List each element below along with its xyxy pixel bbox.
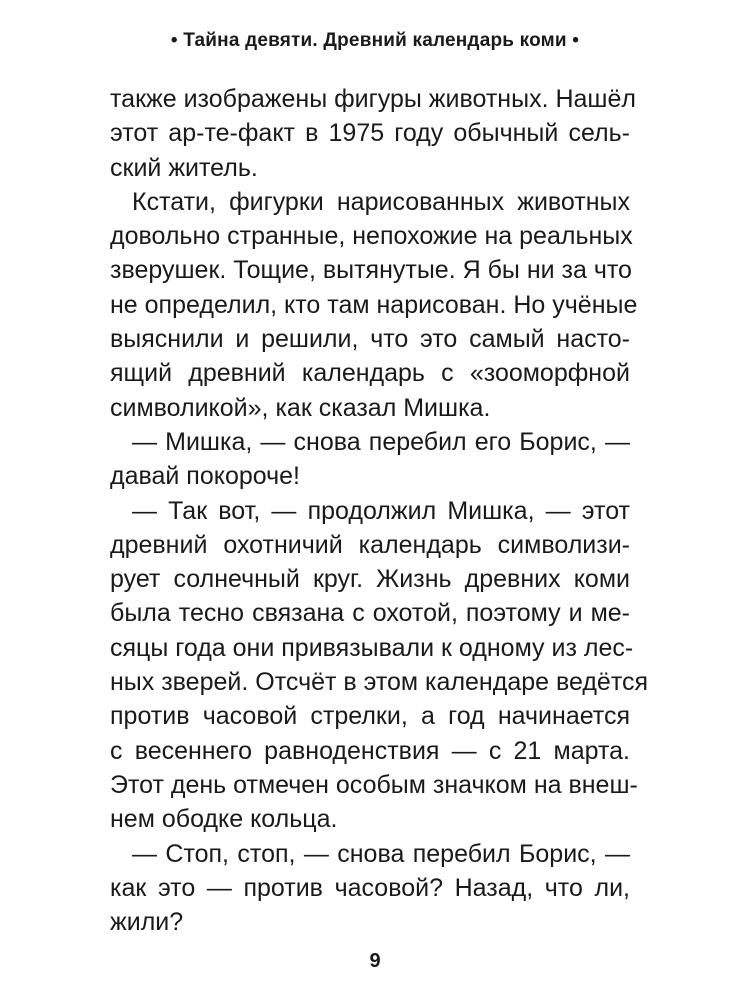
- text-line: этот ар-те-факт в 1975 году обычный сель-: [110, 119, 630, 148]
- text-line: не определил, кто там нарисован. Но учёные: [110, 290, 638, 319]
- text-line: давай покороче!: [110, 462, 301, 491]
- text-line: зверушек. Тощие, вытянутые. Я бы ни за что: [110, 256, 632, 285]
- text-line: рует солнечный круг. Жизнь древних коми: [110, 565, 630, 594]
- text-line: довольно странные, непохожие на реальных: [110, 222, 633, 251]
- text-line: ящий древний календарь с «зооморфной: [110, 359, 630, 388]
- text-line: как это — против часовой? Назад, что ли,: [110, 873, 630, 902]
- text-line: — Так вот, — продолжил Мишка, — этот: [132, 496, 630, 525]
- text-line: была тесно связана с охотой, поэтому и ме-: [110, 599, 630, 628]
- body-text: [110, 82, 649, 939]
- text-line: также изображены фигуры животных. Нашёл: [110, 85, 636, 113]
- text-line: с весеннего равноденствия — с 21 марта.: [110, 736, 630, 765]
- text-line: против часовой стрелки, а год начинается: [110, 702, 630, 731]
- text-line: — Мишка, — снова перебил его Борис, —: [132, 427, 630, 456]
- text-line: Этот день отмечен особым значком на внеш-: [110, 770, 638, 799]
- text-line: — Стоп, стоп, — снова перебил Борис, —: [132, 839, 630, 868]
- page-number: 9: [369, 950, 381, 972]
- text-line: сяцы года они привязывали к одному из лес-: [110, 633, 634, 662]
- text-line: выяснили и решили, что это самый насто-: [110, 325, 630, 354]
- text-line: ский житель.: [110, 153, 258, 182]
- text-line: древний охотничий календарь символизи-: [110, 530, 630, 559]
- text-line: Кстати, фигурки нарисованных животных: [132, 187, 630, 216]
- running-title: • Тайна девяти. Древний календарь коми •: [170, 30, 580, 51]
- text-line: символикой», как сказал Мишка.: [110, 393, 491, 422]
- text-line: ных зверей. Отсчёт в этом календаре ведётся: [110, 668, 649, 697]
- text-line: жили?: [110, 908, 184, 937]
- text-line: нем ободке кольца.: [110, 805, 338, 834]
